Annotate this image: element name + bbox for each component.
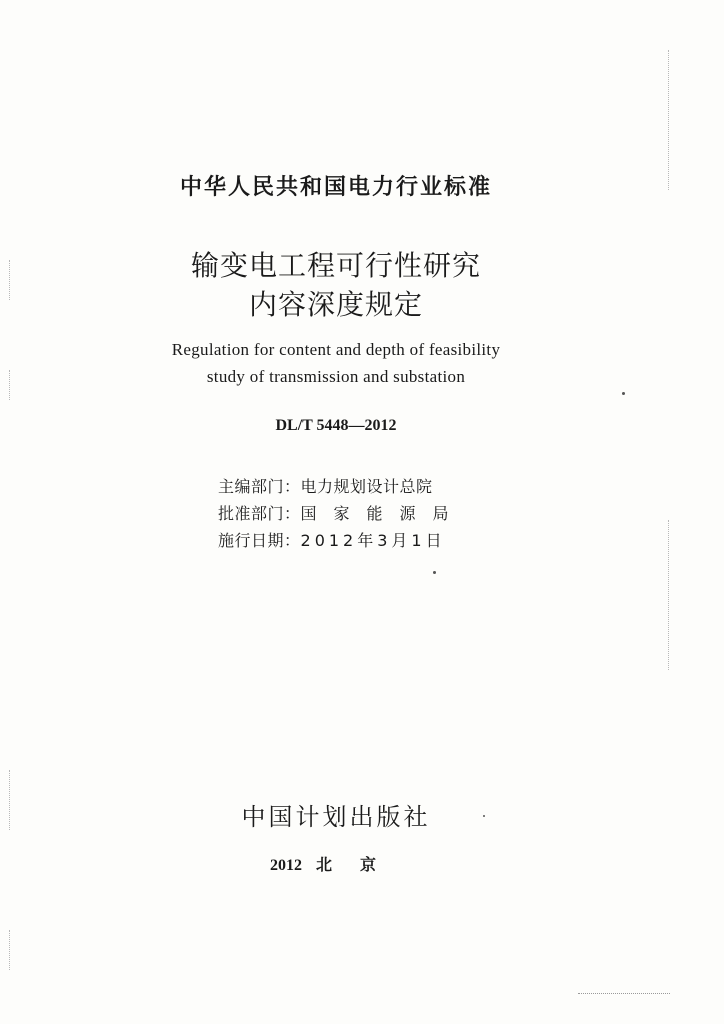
standard-code: DL/T 5448—2012 [275, 417, 397, 434]
document-title-line-2: 内容深度规定 [248, 288, 423, 321]
effective-date-label: 施行日期： [218, 531, 301, 550]
approver-label: 批准部门： [218, 504, 301, 523]
publication-city-char-2: 京 [360, 857, 377, 874]
publication-year: 2012 [270, 857, 302, 874]
effective-date-row [218, 528, 446, 551]
approver-row [218, 501, 466, 524]
document-title-line-1: 输变电工程可行性研究 [190, 249, 481, 282]
publisher-name: 中国计划出版社 [241, 803, 431, 831]
editor-label: 主编部门： [218, 477, 301, 496]
scan-speck [622, 392, 625, 395]
left-scan-edge [9, 930, 10, 970]
english-title-line-2: study of transmission and substation [206, 367, 466, 386]
editor-value: 电力规划设计总院 [300, 477, 433, 496]
right-scan-edge [668, 520, 669, 670]
approver-value: 国家能源局 [300, 504, 466, 523]
effective-date-value: 2012年3月1日 [300, 531, 446, 550]
scan-speck [433, 571, 436, 574]
publication-year-city [270, 852, 376, 875]
english-title-line-1: Regulation for content and depth of feasibility [171, 340, 501, 359]
industry-standard-header: 中华人民共和国电力行业标准 [179, 175, 492, 200]
publication-city-char-1: 北 [316, 857, 333, 874]
editor-row [218, 474, 433, 497]
bottom-scan-edge [578, 993, 670, 994]
right-scan-edge [668, 50, 669, 190]
